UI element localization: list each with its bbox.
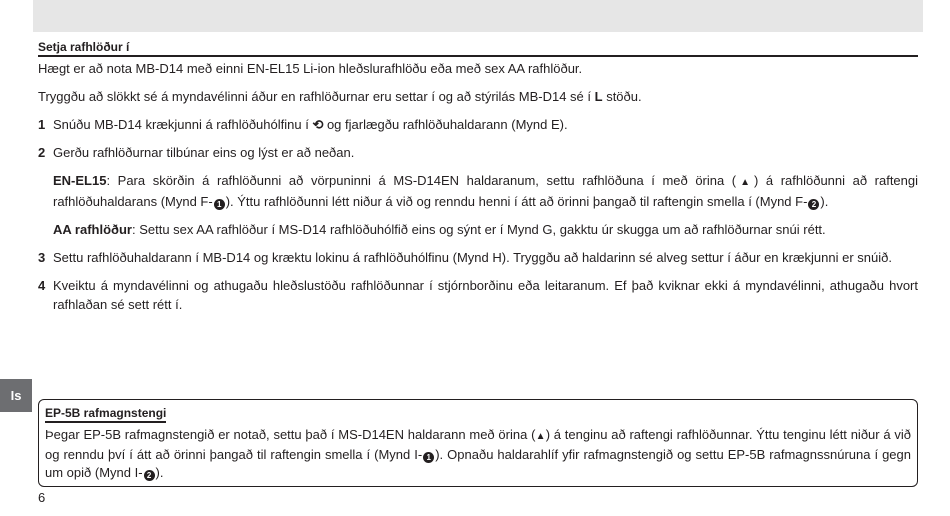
- step-number: 1: [38, 117, 46, 132]
- latch-icon: ⟲: [312, 117, 324, 132]
- intro-text: Hægt er að nota MB-D14 með einni EN-EL15 Li-ion hleðslurafhlöðu eða með sex AA rafhlöður.: [38, 61, 583, 76]
- page-number: 6: [38, 490, 46, 505]
- intro2-text-end: stöðu.: [602, 89, 642, 104]
- step-1: [38, 115, 918, 134]
- arrow-up-icon: ▲: [535, 431, 546, 442]
- header-bar: [33, 0, 923, 32]
- sub-enel15: [38, 171, 918, 211]
- note-box: [38, 399, 918, 487]
- note-body: [45, 426, 911, 482]
- step-number: 4: [38, 278, 46, 293]
- circled-number-icon: 1: [423, 452, 434, 463]
- sub-text: : Para skörðin á rafhlöðunni að vörpuninni á MS-D14EN haldaranum, settu rafhlöðuna í með örina (: [106, 173, 737, 188]
- sub-text: ). Ýttu rafhlöðunni létt niður á við og renndu henni í átt að örinni þangað til raftengin smella í (Mynd F-: [225, 194, 808, 209]
- arrow-up-icon: ▲: [736, 177, 754, 188]
- step-text: Gerðu rafhlöðurnar tilbúnar eins og lýst er að neðan.: [53, 145, 355, 160]
- note-text: ). Opnaðu haldarahlíf yfir rafmagnstengið og settu EP-5B rafmagnssnúruna í gegn um opið (Mynd I-: [45, 447, 911, 480]
- intro-paragraph-2: [38, 87, 918, 106]
- sub-label: EN-EL15: [53, 173, 107, 188]
- step-4: [38, 276, 918, 314]
- step-2: [38, 143, 918, 162]
- circled-number-icon: 2: [144, 470, 155, 481]
- step-number: 2: [38, 145, 46, 160]
- circled-number-icon: 2: [808, 199, 819, 210]
- intro2-text: Tryggðu að slökkt sé á myndavélinni áður en rafhlöðurnar eru settar í og að stýrilás MB-D14 sé í: [38, 89, 595, 104]
- language-tab: Is: [0, 379, 32, 412]
- note-title: EP-5B rafmagnstengi: [45, 405, 166, 423]
- lock-position-label: L: [594, 89, 603, 104]
- note-text: Þegar EP-5B rafmagnstengið er notað, settu það í MS-D14EN haldarann með örina (: [45, 427, 536, 442]
- step-text: Settu rafhlöðuhaldarann í MB-D14 og kræktu lokinu á rafhlöðuhólfinu (Mynd H). Tryggðu að haldarinn sé alveg settur í áður en krækjunni er snúið.: [53, 250, 892, 265]
- section-title: Setja rafhlöður í: [38, 40, 918, 57]
- note-text: ).: [155, 465, 164, 480]
- step-number: 3: [38, 250, 46, 265]
- step-3: [38, 248, 918, 267]
- sub-text: ).: [820, 194, 829, 209]
- sub-text: ) á rafhlöðunni að raftengi rafhlöðuhaldarans (Mynd F-: [53, 173, 919, 209]
- step-text-end: og fjarlægðu rafhlöðuhaldarann (Mynd E).: [323, 117, 568, 132]
- sub-aa: [38, 220, 918, 239]
- intro-paragraph: [38, 59, 918, 78]
- sub-label: AA rafhlöður: [53, 222, 132, 237]
- step-text: Kveiktu á myndavélinni og athugaðu hleðslustöðu rafhlöðunnar í stjórnborðinu eða leitaranum. Ef það kviknar ekki á myndavélinni, athugaðu hvort rafhlaðan sé sett rétt í.: [53, 278, 918, 312]
- note-text: ) á tenginu að raftengi rafhlöðunnar. Ýttu tenginu létt niður á við og renndu því í átt að örinni þangað til raftengin smella í (Mynd I-: [45, 427, 911, 462]
- page-content: [38, 40, 918, 323]
- step-text: Snúðu MB-D14 krækjunni á rafhlöðuhólfinu í: [53, 117, 313, 132]
- circled-number-icon: 1: [214, 199, 225, 210]
- sub-text: : Settu sex AA rafhlöður í MS-D14 rafhlöðuhólfið eins og sýnt er í Mynd G, gakktu úr skugga um að rafhlöðurnar snúi rétt.: [131, 222, 826, 237]
